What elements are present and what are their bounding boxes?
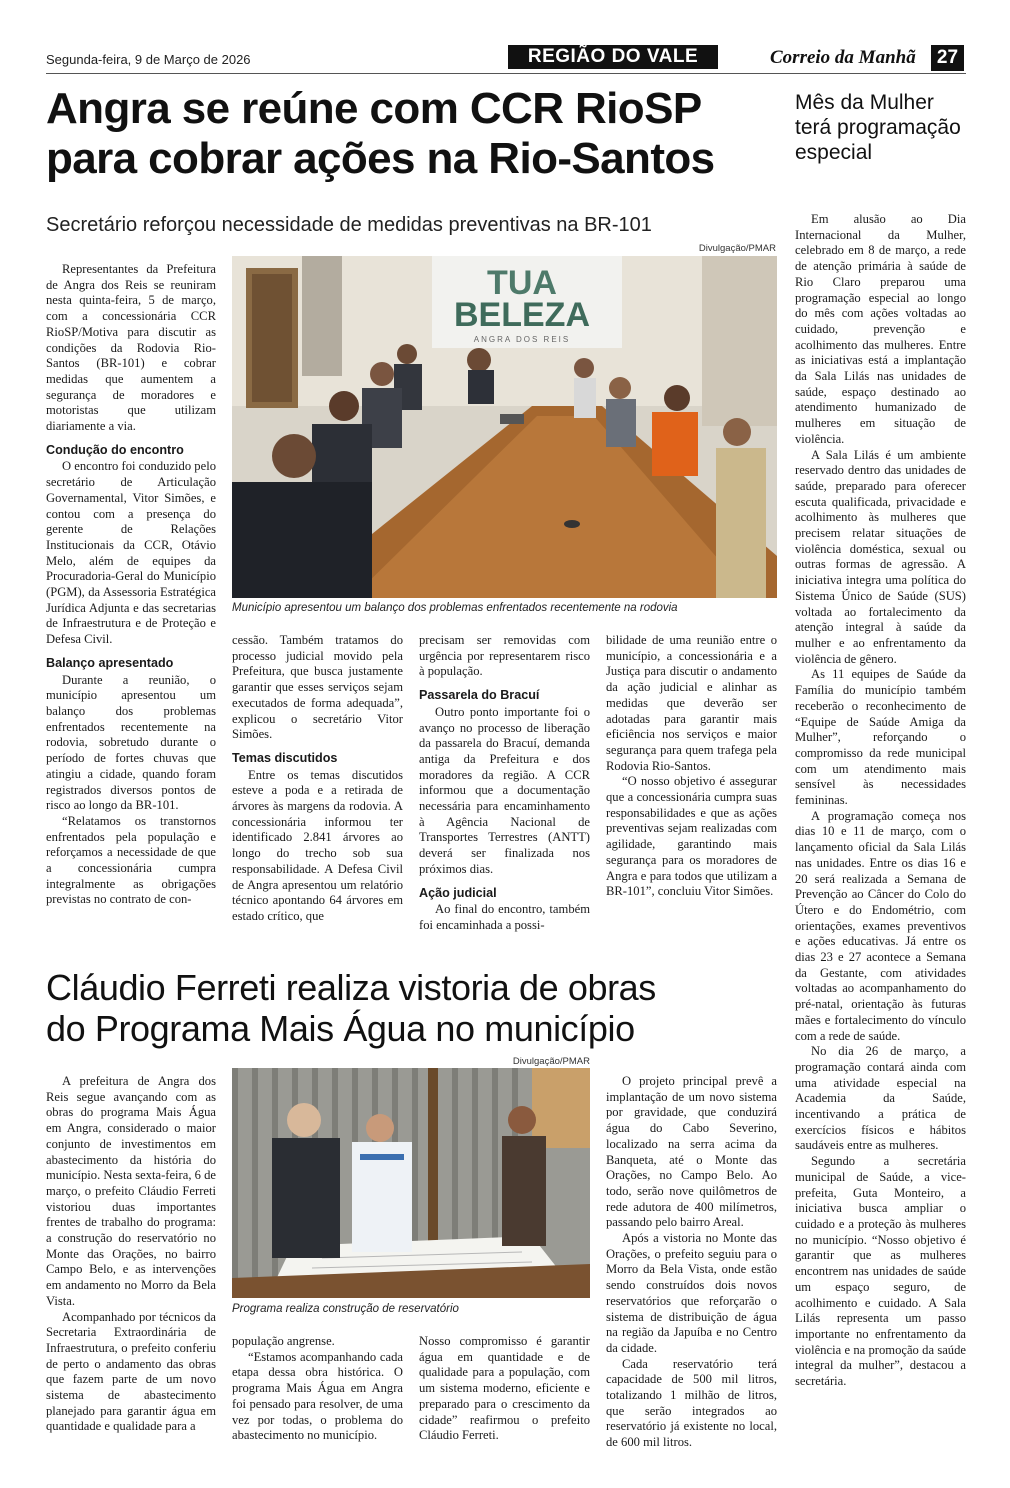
article1-column-3 <box>419 633 590 934</box>
paragraph: Representantes da Prefeitura de Angra dos Reis se reuniram nesta quinta-feira, 5 de março, com a concessionária CCR RioSP/Motiva para discutir as condições da Rodovia Rio-Santos (BR-101) e cobrar medidas que aumentem a segurança de moradores e motoristas que utilizam diariamente a via. <box>46 262 216 434</box>
subheading: Balanço apresentado <box>46 655 174 670</box>
article2-photo-caption: Programa realiza construção de reservatório <box>232 1303 459 1315</box>
paragraph: A Sala Lilás é um ambiente reservado dentro das unidades de saúde, preparado para oferecer escuta qualificada, privacidade e acolhimento às mulheres que precisem relatar situações de violência doméstica, sexual ou outras formas de agressão. A iniciativa integra uma política do Sistema Único de Saúde (SUS) voltada ao fortalecimento da atenção integral à saúde da mulher e ao enfrentamento da violência de gênero. <box>795 447 966 666</box>
paragraph: As 11 equipes de Saúde da Família do município também receberão o reconhecimento de “Equipe de Saúde Amiga da Mulher”, reforçando o compromisso da rede municipal com um atendimento mais sensível às necessidades femininas. <box>795 667 966 808</box>
article1-column-2 <box>232 633 403 925</box>
sidebar-headline: Mês da Mulher terá programação especial <box>795 91 961 164</box>
page-number: 27 <box>931 45 964 71</box>
article1-photo-credit: Divulgação/PMAR <box>698 243 776 254</box>
article2-inspection-photo <box>232 1068 590 1298</box>
paragraph: Outro ponto importante foi o avanço no processo de liberação da passarela do Bracuí, demanda antiga da Prefeitura e dos moradores da região. A CCR informou que a documentação necessária para encaminhamento à Agência Nacional de Transportes Terrestres (ANTT) deverá ser finalizada nos próximos dias. <box>419 704 590 876</box>
paragraph: Após a vistoria no Monte das Orações, o prefeito seguiu para o Morro da Bela Vista, onde estão sendo construídos dois novos reservatórios que reforçarão o sistema de distribuição de água na região da Japuíba e no Centro da cidade. <box>606 1231 777 1355</box>
paragraph: No dia 26 de março, a programação contará ainda com uma atividade especial na Academia da Saúde, incentivando a prática de exercícios físicos e hábitos saudáveis entre as mulheres. <box>795 1044 966 1153</box>
paragraph: A prefeitura de Angra dos Reis segue avançando com as obras do programa Mais Água em Angra, considerado o maior conjunto de investimentos em abastecimento da história do município. Nesta sexta-feira, 6 de março, o prefeito Cláudio Ferreti vistoriou duas importantes frentes de trabalho do programa: a construção do reservatório no Monte das Orações, no bairro Campo Belo, e as intervenções em andamento no Morro da Bela Vista. <box>46 1074 216 1308</box>
article1-headline <box>46 84 776 184</box>
newspaper-masthead: Correio da Manhã <box>770 47 916 68</box>
paragraph: Cada reservatório terá capacidade de 500 mil litros, totalizando 1 milhão de litros, que serão integrados ao reservatório já existente no local, de 600 mil litros. <box>606 1356 777 1450</box>
page-date: Segunda-feira, 9 de Março de 2026 <box>46 52 251 67</box>
paragraph: Ao final do encontro, também foi encaminhada a possi- <box>419 902 590 932</box>
article2-headline <box>46 967 776 1049</box>
paragraph: cessão. Também tratamos do processo judicial movido pela Prefeitura, que busca justamente garantir que esses serviços sejam executados de forma adequada”, explicou o secretário Vitor Simões. <box>232 633 403 742</box>
paragraph: população angrense. <box>232 1334 335 1348</box>
paragraph: Em alusão ao Dia Internacional da Mulher, celebrado em 8 de março, a rede de atenção primária à saúde de Rio Claro preparou uma programação especial ao longo do mês com ações voltadas ao cuidado, prevenção e acolhimento das mulheres. Entre as iniciativas está a implantação da Sala Lilás nas unidades de saúde, espaço destinado ao atendimento humanizado de mulheres em situação de violência. <box>795 212 966 446</box>
inspection-photo-illustration <box>232 1068 590 1298</box>
paragraph: Acompanhado por técnicos da Secretaria Extraordinária de Infraestrutura, o prefeito conferiu de perto o andamento das obras que fazem parte de um novo sistema de abastecimento planejado para garantir água em quantidade e qualidade para a <box>46 1309 216 1434</box>
paragraph: Durante a reunião, o município apresentou um balanço dos problemas enfrentados recentemente na rodovia, sobretudo durante o período de fortes chuvas que atingiu a cidade, quando foram registrados diversos pontos de risco ao longo da BR-101. <box>46 672 216 813</box>
paragraph: Segundo a secretária municipal de Saúde, a vice-prefeita, Guta Monteiro, a iniciativa busca ampliar o cuidado e a proteção às mulheres no município. “Nosso objetivo é garantir que as mulheres encontrem nas unidades de saúde um espaço seguro, de acolhimento e cuidado. A Sala Lilás representa um passo importante no enfrentamento da violência e na promoção da saúde integral da mulher”, destacou a secretária. <box>795 1154 966 1389</box>
section-label: REGIÃO DO VALE <box>508 45 718 69</box>
paragraph: Nosso compromisso é garantir água em quantidade e de qualidade para a população, com um sistema moderno, eficiente e preparado para o crescimento da cidade” reafirmou o prefeito Cláudio Ferreti. <box>419 1334 590 1443</box>
article2-column-4 <box>606 1074 777 1451</box>
paragraph: A programação começa nos dias 10 e 11 de março, com o lançamento oficial da Sala Lilás nas unidades. Entre os dias 16 e 20 será realizada a Semana de Prevenção ao Câncer do Colo do Útero e do Endométrio, com orientações, exames preventivos e ações educativas. Já entre os dias 23 e 27 acontece a Semana da Gestante, com atividades voltadas ao acompanhamento do pré-natal, orientação às futuras mães e fortalecimento do vínculo com a rede de saúde. <box>795 808 966 1043</box>
article2-headline-line2: do Programa Mais Água no município <box>46 1008 635 1049</box>
paragraph: O projeto principal prevê a implantação de um novo sistema por gravidade, que conduzirá água do Cabo Severino, localizado na serra acima da Banqueta, até o Monte das Orações, no Campo Belo. Ao todo, serão nove quilômetros de rede adutora de 400 milímetros, passando pelo bairro Areal. <box>606 1074 777 1230</box>
paragraph: “Relatamos os transtornos enfrentados pela população e reforçamos a necessidade de que a concessionária cumpra integralmente as obrigações previstas no contrato de con- <box>46 813 216 907</box>
sidebar-article <box>795 212 966 1390</box>
article2-column-1 <box>46 1074 216 1435</box>
article2-headline-line1: Cláudio Ferreti realiza vistoria de obras <box>46 967 656 1008</box>
paragraph: “O nosso objetivo é assegurar que a concessionária cumpra suas responsabilidades e que as ações preventivas sejam realizadas com agilidade, garantindo mais segurança para os moradores de Angra e para todos que utilizam a BR-101”, concluiu Vitor Simões. <box>606 774 777 899</box>
article1-subtitle: Secretário reforçou necessidade de medidas preventivas na BR-101 <box>46 214 652 236</box>
article1-headline-line2: para cobrar ações na Rio-Santos <box>46 134 715 183</box>
photo-sign-line2: BELEZA <box>454 296 590 334</box>
article2-photo-credit: Divulgação/PMAR <box>512 1056 590 1067</box>
paragraph: bilidade de uma reunião entre o município, a concessionária e a Justiça para discutir o andamento da ação judicial e alinhar as medidas que deverão ser adotadas para garantir mais eficiência nos serviços e maior segurança para quem trafega pela Rodovia Rio-Santos. <box>606 633 777 773</box>
meeting-photo-illustration <box>232 256 777 598</box>
paragraph: precisam ser removidas com urgência por representarem risco à população. <box>419 633 590 679</box>
article1-headline-line1: Angra se reúne com CCR RioSP <box>46 84 702 133</box>
paragraph: Entre os temas discutidos esteve a poda e a retirada de árvores às margens da rodovia. A concessionária informou ter identificado 2.841 árvores ao longo do trecho sob sua responsabilidade. A Defesa Civil de Angra apresentou um relatório técnico apontando 64 árvores em estado crítico, que <box>232 767 403 923</box>
photo-sign-line3: ANGRA DOS REIS <box>473 335 571 344</box>
article1-column-4 <box>606 633 777 900</box>
photo-sign-line1: TUA <box>487 264 557 302</box>
subheading: Passarela do Bracuí <box>419 688 540 703</box>
article1-column-1 <box>46 262 216 908</box>
article2-column-3 <box>419 1334 590 1444</box>
article2-column-2 <box>232 1334 403 1444</box>
article1-photo-caption: Município apresentou um balanço dos problemas enfrentados recentemente na rodovia <box>232 602 678 614</box>
article1-meeting-photo <box>232 256 777 598</box>
subheading: Temas discutidos <box>232 750 338 765</box>
header-rule <box>46 73 966 74</box>
paragraph: O encontro foi conduzido pelo secretário de Articulação Governamental, Vitor Simões, e contou com a presença do gerente de Relações Institucionais da CCR, Otávio Melo, além de equipes da Procuradoria-Geral do Município (PGM), da Assessoria Estratégica Jurídica Adjunta e das secretarias de Infraestrutura e de Proteção e Defesa Civil. <box>46 459 216 647</box>
subheading: Ação judicial <box>419 885 497 900</box>
subheading: Condução do encontro <box>46 442 184 457</box>
paragraph: “Estamos acompanhando cada etapa dessa obra histórica. O programa Mais Água em Angra foi pensado para resolver, de uma vez por todas, o problema do abastecimento no município. <box>232 1349 403 1443</box>
